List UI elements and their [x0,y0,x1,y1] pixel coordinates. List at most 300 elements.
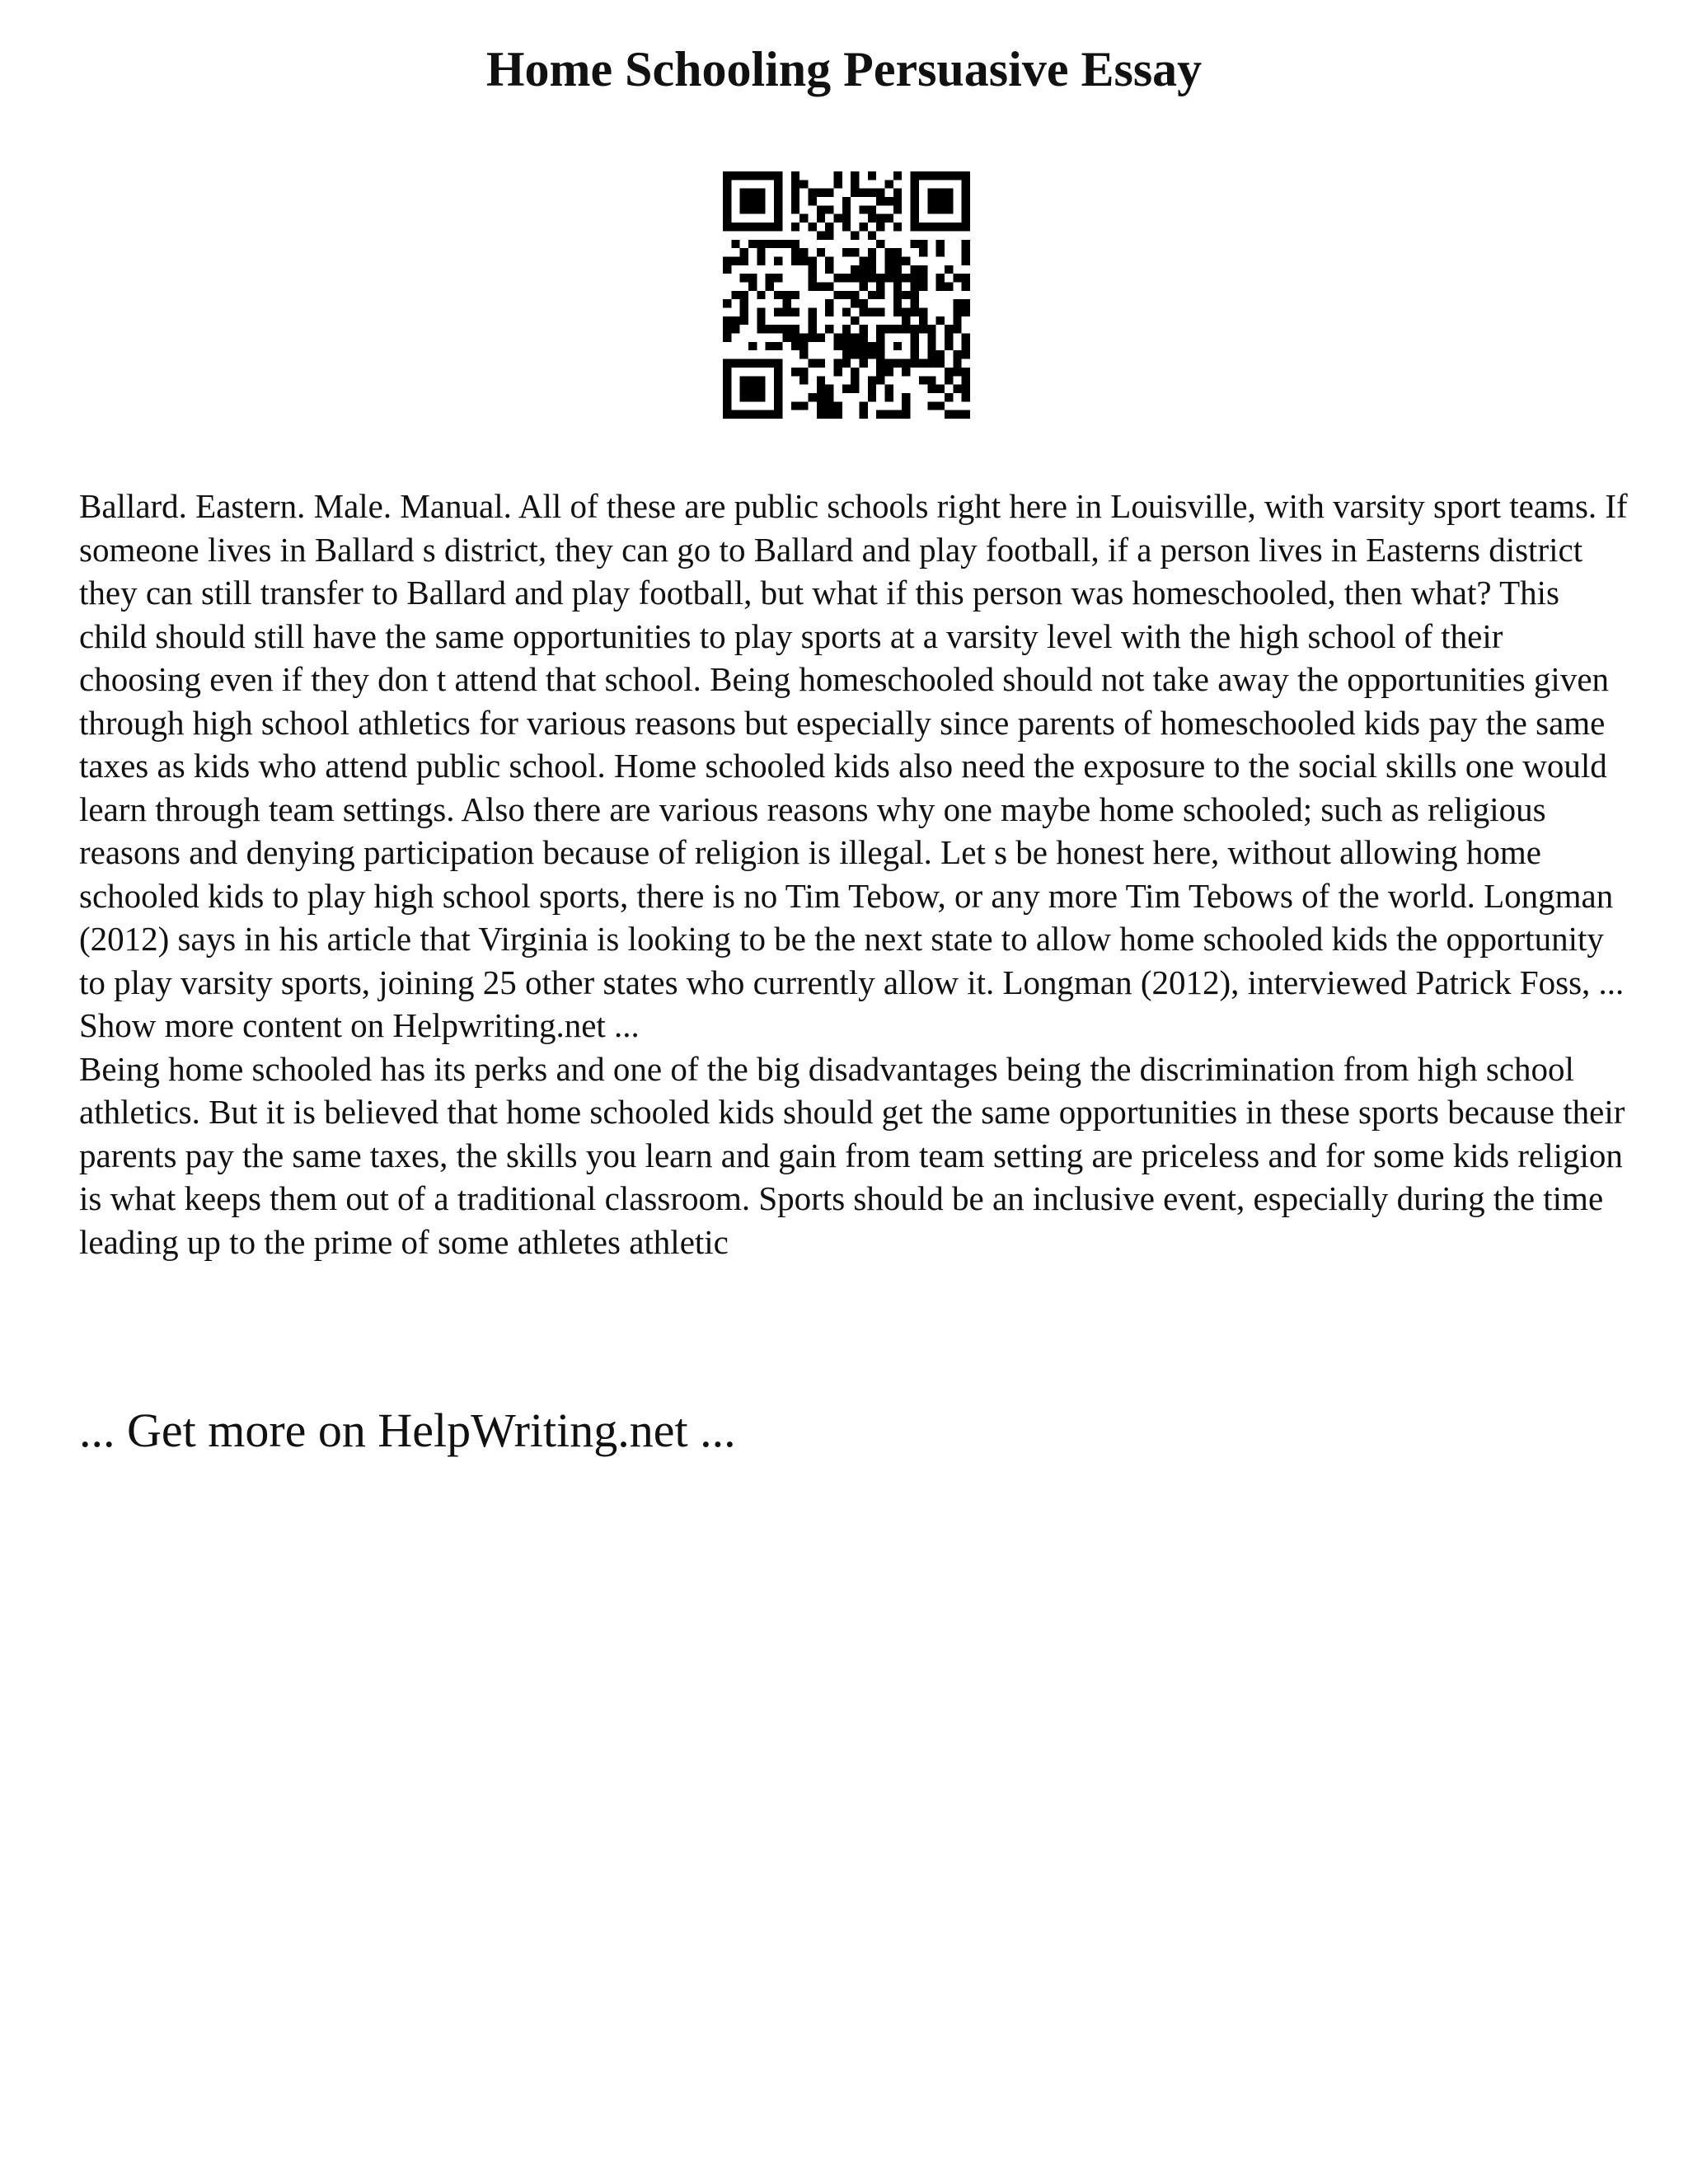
qr-module [911,189,919,197]
qr-module [885,197,893,205]
qr-module [723,316,731,325]
qr-module [868,171,876,180]
qr-module [748,359,757,368]
qr-module [911,342,919,350]
qr-module [962,256,970,265]
qr-module [945,205,953,213]
qr-module [748,205,757,213]
qr-module [885,359,893,368]
qr-module [962,171,970,180]
qr-module [902,316,910,325]
qr-module [766,223,774,231]
qr-module [911,308,919,316]
qr-module [723,299,731,307]
qr-module [723,401,731,410]
qr-module [799,214,808,223]
qr-module [851,342,859,350]
qr-module [757,248,765,256]
qr-module [833,171,842,180]
qr-module [766,240,774,248]
qr-module [791,308,799,316]
qr-module [817,205,825,213]
qr-module [936,282,945,290]
qr-module [911,205,919,213]
qr-module [808,274,816,282]
qr-module [962,248,970,256]
qr-module [911,359,919,368]
qr-module [723,410,731,419]
qr-module [876,214,884,223]
qr-module [902,359,910,368]
qr-module [825,299,833,307]
qr-module [774,223,782,231]
qr-module [936,197,945,205]
qr-module [893,410,902,419]
qr-module [842,359,851,368]
qr-module [885,214,893,223]
qr-module [927,401,935,410]
qr-module [936,385,945,393]
qr-module [774,401,782,410]
qr-module [842,205,851,213]
qr-module [774,376,782,384]
qr-module [825,385,833,393]
qr-module [876,359,884,368]
qr-module [919,282,927,290]
qr-module [774,171,782,180]
qr-module [860,265,868,274]
qr-module [945,197,953,205]
qr-module [757,393,765,401]
qr-module [860,401,868,410]
qr-module [962,274,970,282]
qr-module [825,223,833,231]
qr-module [860,334,868,342]
qr-module [860,256,868,265]
qr-module [911,282,919,290]
qr-module [791,368,799,376]
qr-module [825,189,833,197]
qr-module [731,316,739,325]
qr-module [945,393,953,401]
qr-module [799,376,808,384]
qr-module [731,171,739,180]
qr-module [919,376,927,384]
qr-module [833,214,842,223]
qr-module [911,171,919,180]
qr-module [825,205,833,213]
qr-module [893,308,902,316]
qr-module [817,393,825,401]
qr-module [860,299,868,307]
qr-module [825,410,833,419]
qr-module [876,291,884,299]
qr-module [808,325,816,333]
qr-module [808,197,816,205]
qr-module [799,401,808,410]
qr-module [791,342,799,350]
qr-module [723,180,731,188]
qr-module [757,205,765,213]
qr-module [902,256,910,265]
qr-module [911,274,919,282]
qr-module [953,368,961,376]
qr-module [740,410,748,419]
qr-module [927,334,935,342]
qr-module [919,171,927,180]
qr-module [723,214,731,223]
qr-module [774,342,782,350]
qr-code-icon [723,171,970,419]
qr-module [885,256,893,265]
qr-module [876,376,884,384]
qr-module [731,325,739,333]
essay-paragraph-2: Being home schooled has its perks and one of the big disadvantages being the discrimination from high school athletics. But it is believed that home schooled kids should get the same opportunities in these sports because their parents pay the same taxes, the skills you learn and gain from team setting are priceless and for some kids religion is what keeps them out of a traditional classroom. Sports should be an inclusive event, especially during the time leading up to the prime of some athletes athletic [79,1049,1625,1261]
qr-module [723,385,731,393]
qr-module [799,350,808,359]
qr-module [774,205,782,213]
qr-module [799,180,808,188]
qr-module [842,334,851,342]
qr-module [945,410,953,419]
qr-module [876,410,884,419]
qr-module [953,350,961,359]
qr-module [740,393,748,401]
qr-module [860,223,868,231]
qr-module [782,240,790,248]
qr-module [893,248,902,256]
qr-module [740,171,748,180]
qr-module [817,282,825,290]
qr-module [860,325,868,333]
qr-module [893,171,902,180]
qr-module [936,171,945,180]
qr-module [833,410,842,419]
qr-module [757,171,765,180]
qr-module [757,197,765,205]
qr-module [825,282,833,290]
qr-module [902,274,910,282]
qr-module [911,180,919,188]
qr-module [893,342,902,350]
qr-module [731,223,739,231]
qr-module [936,316,945,325]
qr-module [774,180,782,188]
qr-module [825,265,833,274]
qr-module [902,393,910,401]
qr-module [927,189,935,197]
qr-module [945,334,953,342]
qr-module [748,197,757,205]
qr-module [919,265,927,274]
qr-module [919,359,927,368]
qr-module [945,368,953,376]
qr-module [953,359,961,368]
qr-module [851,316,859,325]
qr-module [766,325,774,333]
qr-module [833,368,842,376]
qr-module [885,274,893,282]
qr-module [962,308,970,316]
qr-module [893,325,902,333]
qr-module [945,223,953,231]
qr-module [842,385,851,393]
qr-module [782,299,790,307]
qr-module [953,274,961,282]
qr-module [723,256,731,265]
qr-module [748,171,757,180]
qr-module [842,308,851,316]
qr-module [962,282,970,290]
qr-module [876,282,884,290]
qr-module [936,401,945,410]
qr-module [911,240,919,248]
qr-module [876,325,884,333]
qr-module [893,265,902,274]
qr-module [774,410,782,419]
essay-paragraph-1: Ballard. Eastern. Male. Manual. All of these are public schools right here in Louisville, with varsity sport teams. If someone lives in Ballard s district, they can go to Ballard and play football, if a person lives in Easterns district they can still transfer to Ballard and play football, but what if this person was homeschooled, then what? This child should still have the same opportunities to play sports at a varsity level with the high school of their choosing even if they don t attend that school. Being homeschooled should not take away the opportunities given through high school athletics for various reasons but especially since parents of homeschooled kids pay the same taxes as kids who attend public school. Home schooled kids also need the exposure to the social skills one would learn through team settings. Also there are various reasons why one maybe home schooled; such as religious reasons and denying participation because of religion is illegal. Let s be honest here, without allowing home schooled kids to play high school sports, there is no Tim Tebow, or any more Tim Tebows of the world. Longman (2012) says in his article that Virginia is looking to be the next state to allow home schooled kids the opportunity to play varsity sports, joining 25 other states who currently allow it. Longman (2012), interviewed Patrick Foss, ... Show more content on Helpwriting.net ... [79,487,1628,1044]
qr-module [868,189,876,197]
qr-module [723,376,731,384]
qr-module [766,171,774,180]
qr-module [919,325,927,333]
qr-module [945,171,953,180]
qr-module [885,385,893,393]
qr-module [876,334,884,342]
qr-module [723,189,731,197]
qr-module [927,359,935,368]
qr-module [808,282,816,290]
qr-module [825,325,833,333]
qr-module [851,334,859,342]
qr-module [893,299,902,307]
qr-module [774,214,782,223]
qr-module [808,334,816,342]
qr-module [851,368,859,376]
qr-module [723,265,731,274]
qr-module [936,223,945,231]
qr-module [868,231,876,239]
qr-module [902,410,910,419]
qr-module [731,410,739,419]
qr-module [817,248,825,256]
qr-module [731,291,739,299]
qr-module [868,376,876,384]
qr-module [740,359,748,368]
qr-module [876,197,884,205]
qr-module [868,205,876,213]
qr-module [731,359,739,368]
qr-module [791,401,799,410]
qr-module [851,180,859,188]
qr-module [757,385,765,393]
qr-module [791,291,799,299]
qr-module [774,359,782,368]
qr-module [953,410,961,419]
get-more-link[interactable]: ... Get more on HelpWriting.net ... [79,1404,736,1457]
qr-module [927,205,935,213]
qr-module [757,325,765,333]
qr-module [919,316,927,325]
qr-module [953,385,961,393]
qr-module [945,265,953,274]
qr-module [799,248,808,256]
qr-module [851,171,859,180]
qr-module [774,197,782,205]
qr-module [919,240,927,248]
qr-module [799,368,808,376]
qr-module [740,256,748,265]
qr-module [791,223,799,231]
qr-module [808,308,816,316]
qr-module [868,385,876,393]
qr-module [740,197,748,205]
qr-module [893,197,902,205]
qr-module [817,410,825,419]
qr-module [953,299,961,307]
qr-module [740,299,748,307]
qr-module [791,334,799,342]
qr-module [962,299,970,307]
qr-module [885,248,893,256]
qr-module [911,214,919,223]
qr-module [833,274,842,282]
qr-module [893,189,902,197]
qr-module [833,342,842,350]
qr-module [791,325,799,333]
qr-module [723,359,731,368]
qr-module [825,256,833,265]
qr-module [911,197,919,205]
qr-module [842,342,851,350]
qr-module [860,308,868,316]
qr-module [962,350,970,359]
qr-module [757,240,765,248]
qr-module [842,248,851,256]
qr-module [868,350,876,359]
qr-module [748,274,757,282]
qr-module [782,308,790,316]
qr-module [833,291,842,299]
qr-module [791,171,799,180]
qr-module [774,308,782,316]
qr-module [766,282,774,290]
qr-module [842,223,851,231]
qr-module [911,291,919,299]
qr-module [740,385,748,393]
qr-module [860,342,868,350]
qr-module [945,325,953,333]
qr-module [953,316,961,325]
qr-module [893,223,902,231]
qr-module [868,342,876,350]
qr-module [740,316,748,325]
qr-module [842,325,851,333]
qr-module [808,393,816,401]
qr-module [927,385,935,393]
qr-module [799,256,808,265]
qr-module [860,189,868,197]
qr-module [927,171,935,180]
qr-module [808,265,816,274]
qr-module [740,308,748,316]
qr-module [962,385,970,393]
qr-module [962,189,970,197]
qr-module [962,180,970,188]
qr-module [893,205,902,213]
qr-module [851,231,859,239]
qr-module [876,350,884,359]
qr-module [962,393,970,401]
qr-module [748,189,757,197]
qr-module [936,189,945,197]
qr-module [757,256,765,265]
qr-module [953,223,961,231]
qr-module [757,223,765,231]
qr-module [902,291,910,299]
qr-module [842,274,851,282]
qr-module [808,256,816,265]
qr-module [885,325,893,333]
qr-module [748,342,757,350]
qr-module [911,350,919,359]
qr-module [962,223,970,231]
qr-module [962,214,970,223]
qr-module [876,342,884,350]
qr-module [817,231,825,239]
qr-module [757,316,765,325]
qr-module [893,291,902,299]
qr-module [927,350,935,359]
qr-module [740,274,748,282]
qr-module [723,171,731,180]
qr-module [774,189,782,197]
qr-module [825,231,833,239]
qr-module [748,385,757,393]
qr-module [936,240,945,248]
qr-module [860,350,868,359]
qr-module [723,197,731,205]
qr-module [842,350,851,359]
qr-module [774,325,782,333]
qr-module [774,256,782,265]
qr-module [851,248,859,256]
qr-module [860,282,868,290]
qr-module [808,223,816,231]
qr-module [757,308,765,316]
qr-module [962,410,970,419]
qr-module [808,316,816,325]
qr-module [868,265,876,274]
qr-module [936,350,945,359]
qr-module [748,376,757,384]
qr-module [962,240,970,248]
qr-module [911,265,919,274]
qr-module [782,334,790,342]
qr-module [902,368,910,376]
qr-module [911,223,919,231]
qr-module [927,223,935,231]
qr-module [757,359,765,368]
qr-module [876,189,884,197]
qr-module [860,205,868,213]
qr-module [851,376,859,384]
qr-module [902,308,910,316]
qr-module [740,205,748,213]
qr-module [919,248,927,256]
qr-module [748,410,757,419]
qr-module [766,274,774,282]
